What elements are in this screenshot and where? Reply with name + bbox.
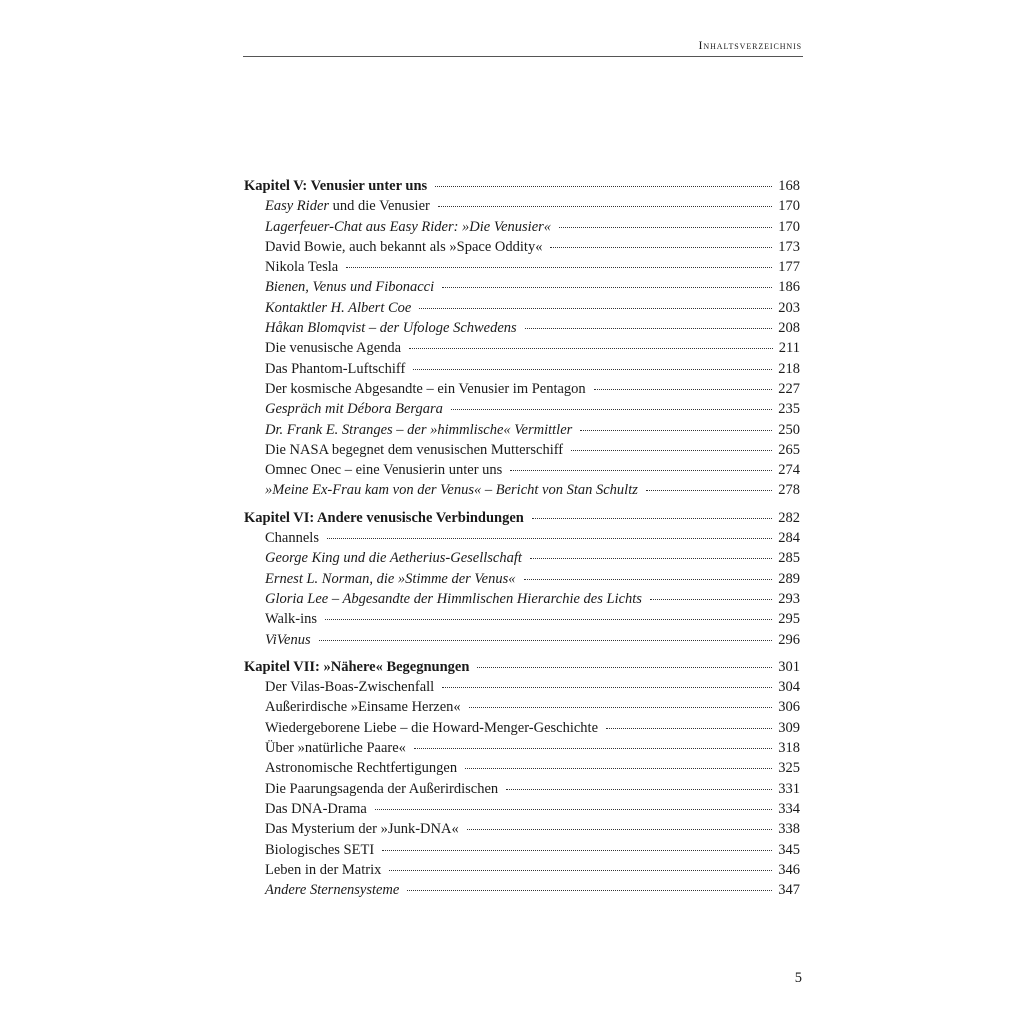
dot-leader [375, 809, 772, 810]
toc-entry [244, 677, 800, 697]
dot-leader [382, 850, 772, 851]
dot-leader [550, 247, 772, 248]
entry-title: Wiedergeborene Liebe – die Howard-Menger-Geschichte [265, 719, 599, 736]
page-number: 5 [794, 970, 802, 986]
entry-page: 325 [778, 760, 800, 777]
entry-page: 218 [778, 360, 800, 377]
running-header: Inhaltsverzeichnis [698, 38, 802, 52]
entry-title: »Meine Ex-Frau kam von der Venus« – Bericht von Stan Schultz [265, 482, 638, 499]
dot-leader [414, 748, 772, 749]
toc-entry [244, 528, 800, 548]
toc-chapter-heading [244, 508, 800, 528]
toc-entry [244, 697, 800, 717]
toc-entry [244, 318, 800, 338]
dot-leader [389, 870, 772, 871]
toc-entry [244, 630, 800, 650]
dot-leader [409, 348, 773, 349]
toc-entry [244, 880, 800, 900]
dot-leader [506, 789, 772, 790]
toc-entry [244, 277, 800, 297]
entry-title: Omnec Onec – eine Venusierin unter uns [265, 462, 503, 479]
chapter-title: Kapitel V: Venusier unter uns [244, 178, 428, 194]
entry-title-rest: und die Venusier [329, 198, 430, 215]
entry-title: Gespräch mit Débora Bergara [265, 401, 443, 418]
toc-entry [244, 460, 800, 480]
entry-title: Astronomische Rechtfertigungen [265, 760, 458, 777]
toc-entry [244, 860, 800, 880]
dot-leader [327, 538, 772, 539]
entry-title: George King und die Aetherius-Gesellschaft [265, 550, 522, 567]
entry-page: 250 [778, 421, 800, 438]
entry-page: 278 [778, 482, 800, 499]
entry-title-italic: Easy Rider [265, 198, 330, 215]
toc-chapter [244, 657, 800, 901]
entry-page: 265 [778, 441, 800, 458]
dot-leader [530, 558, 772, 559]
entry-page: 334 [778, 800, 800, 817]
dot-leader [413, 369, 772, 370]
entry-title: Biologisches SETI [265, 841, 375, 858]
toc-entry [244, 609, 800, 629]
entry-page: 345 [778, 841, 800, 858]
entry-page: 203 [778, 299, 800, 316]
toc-entry [244, 257, 800, 277]
dot-leader [407, 890, 772, 891]
entry-title: Das Phantom-Luftschiff [265, 360, 406, 377]
chapter-page: 168 [778, 178, 800, 194]
dot-leader [438, 206, 772, 207]
entry-page: 338 [778, 821, 800, 838]
entry-title: Gloria Lee – Abgesandte der Himmlischen Hierarchie des Lichts [265, 590, 642, 607]
dot-leader [325, 619, 772, 620]
entry-page: 331 [778, 780, 800, 797]
toc-entry [244, 379, 800, 399]
entry-page: 170 [778, 218, 800, 235]
entry-page: 170 [778, 198, 800, 215]
entry-title: Die NASA begegnet dem venusischen Mutterschiff [265, 441, 564, 458]
toc-entry [244, 840, 800, 860]
table-of-contents [244, 176, 800, 907]
entry-title: Walk-ins [265, 611, 317, 628]
entry-title: David Bowie, auch bekannt als »Space Oddity« [265, 238, 543, 255]
dot-leader [594, 389, 773, 390]
entry-title: Das DNA-Drama [265, 800, 367, 817]
toc-entry [244, 420, 800, 440]
entry-title: Die Paarungsagenda der Außerirdischen [265, 780, 499, 797]
entry-page: 227 [778, 380, 800, 397]
dot-leader [650, 599, 772, 600]
toc-entry [244, 718, 800, 738]
entry-title: Leben in der Matrix [265, 861, 382, 878]
dot-leader [510, 470, 772, 471]
toc-entry [244, 738, 800, 758]
entry-page: 296 [778, 631, 800, 648]
toc-chapter-heading [244, 657, 800, 677]
dot-leader [646, 490, 772, 491]
entry-title: ViVenus [265, 631, 311, 648]
entry-page: 346 [778, 861, 800, 878]
entry-page: 274 [778, 462, 800, 479]
toc-entry [244, 758, 800, 778]
entry-title: Dr. Frank E. Stranges – der »himmlische« Vermittler [265, 421, 573, 438]
entry-page: 235 [778, 401, 800, 418]
toc-entry [244, 399, 800, 419]
entry-title: Channels [265, 530, 319, 547]
dot-leader [451, 409, 772, 410]
entry-title: Ernest L. Norman, die »Stimme der Venus« [265, 570, 516, 587]
dot-leader [571, 450, 772, 451]
toc-entry [244, 196, 800, 216]
entry-title: Der Vilas-Boas-Zwischenfall [265, 679, 435, 696]
entry-page: 289 [778, 570, 800, 587]
entry-page: 304 [778, 679, 800, 696]
entry-page: 309 [778, 719, 800, 736]
toc-entry [244, 569, 800, 589]
dot-leader [559, 227, 772, 228]
entry-title: Der kosmische Abgesandte – ein Venusier im Pentagon [265, 380, 586, 397]
dot-leader [532, 518, 772, 519]
chapter-title: Kapitel VII: »Nähere« Begegnungen [244, 658, 470, 675]
entry-page: 284 [778, 530, 800, 547]
entry-title: Über »natürliche Paare« [265, 740, 406, 757]
toc-entry [244, 237, 800, 257]
dot-leader [580, 430, 772, 431]
dot-leader [419, 308, 772, 309]
entry-title: Das Mysterium der »Junk-DNA« [265, 821, 459, 838]
toc-entry [244, 359, 800, 379]
entry-title: Nikola Tesla [265, 259, 339, 276]
entry-page: 173 [778, 238, 800, 255]
toc-entry [244, 589, 800, 609]
entry-title: Andere Sternensysteme [265, 882, 400, 899]
dot-leader [435, 186, 772, 187]
toc-entry [244, 440, 800, 460]
dot-leader [465, 768, 772, 769]
entry-page: 318 [778, 740, 800, 757]
entry-page: 293 [778, 590, 800, 607]
entry-page: 177 [778, 259, 800, 276]
entry-page: 208 [778, 320, 800, 337]
entry-title: Kontaktler H. Albert Coe [265, 299, 412, 316]
toc-entry [244, 819, 800, 839]
chapter-title: Kapitel VI: Andere venusische Verbindungen [244, 509, 524, 526]
entry-title [265, 196, 430, 216]
dot-leader [524, 579, 773, 580]
toc-chapter-heading [244, 176, 800, 196]
toc-chapter [244, 508, 800, 650]
entry-page: 186 [778, 279, 800, 296]
toc-chapter [244, 176, 800, 501]
entry-page: 211 [778, 340, 800, 357]
dot-leader [469, 707, 773, 708]
entry-page: 306 [778, 699, 800, 716]
header-rule [243, 56, 803, 57]
toc-entry [244, 338, 800, 358]
dot-leader [442, 287, 772, 288]
toc-entry [244, 298, 800, 318]
chapter-page: 282 [778, 509, 800, 526]
dot-leader [319, 640, 773, 641]
toc-entry [244, 799, 800, 819]
dot-leader [606, 728, 772, 729]
entry-title: Außerirdische »Einsame Herzen« [265, 699, 461, 716]
entry-title: Håkan Blomqvist – der Ufologe Schwedens [265, 320, 517, 337]
entry-title: Bienen, Venus und Fibonacci [265, 279, 435, 296]
toc-entry [244, 480, 800, 500]
entry-page: 295 [778, 611, 800, 628]
toc-entry [244, 217, 800, 237]
dot-leader [467, 829, 773, 830]
entry-page: 347 [778, 882, 800, 899]
dot-leader [525, 328, 773, 329]
entry-page: 285 [778, 550, 800, 567]
dot-leader [346, 267, 772, 268]
entry-title: Lagerfeuer-Chat aus Easy Rider: »Die Venusier« [265, 218, 552, 235]
dot-leader [477, 667, 772, 668]
chapter-page: 301 [778, 658, 800, 675]
toc-entry [244, 779, 800, 799]
toc-entry [244, 548, 800, 568]
dot-leader [442, 687, 772, 688]
entry-title: Die venusische Agenda [265, 340, 402, 357]
